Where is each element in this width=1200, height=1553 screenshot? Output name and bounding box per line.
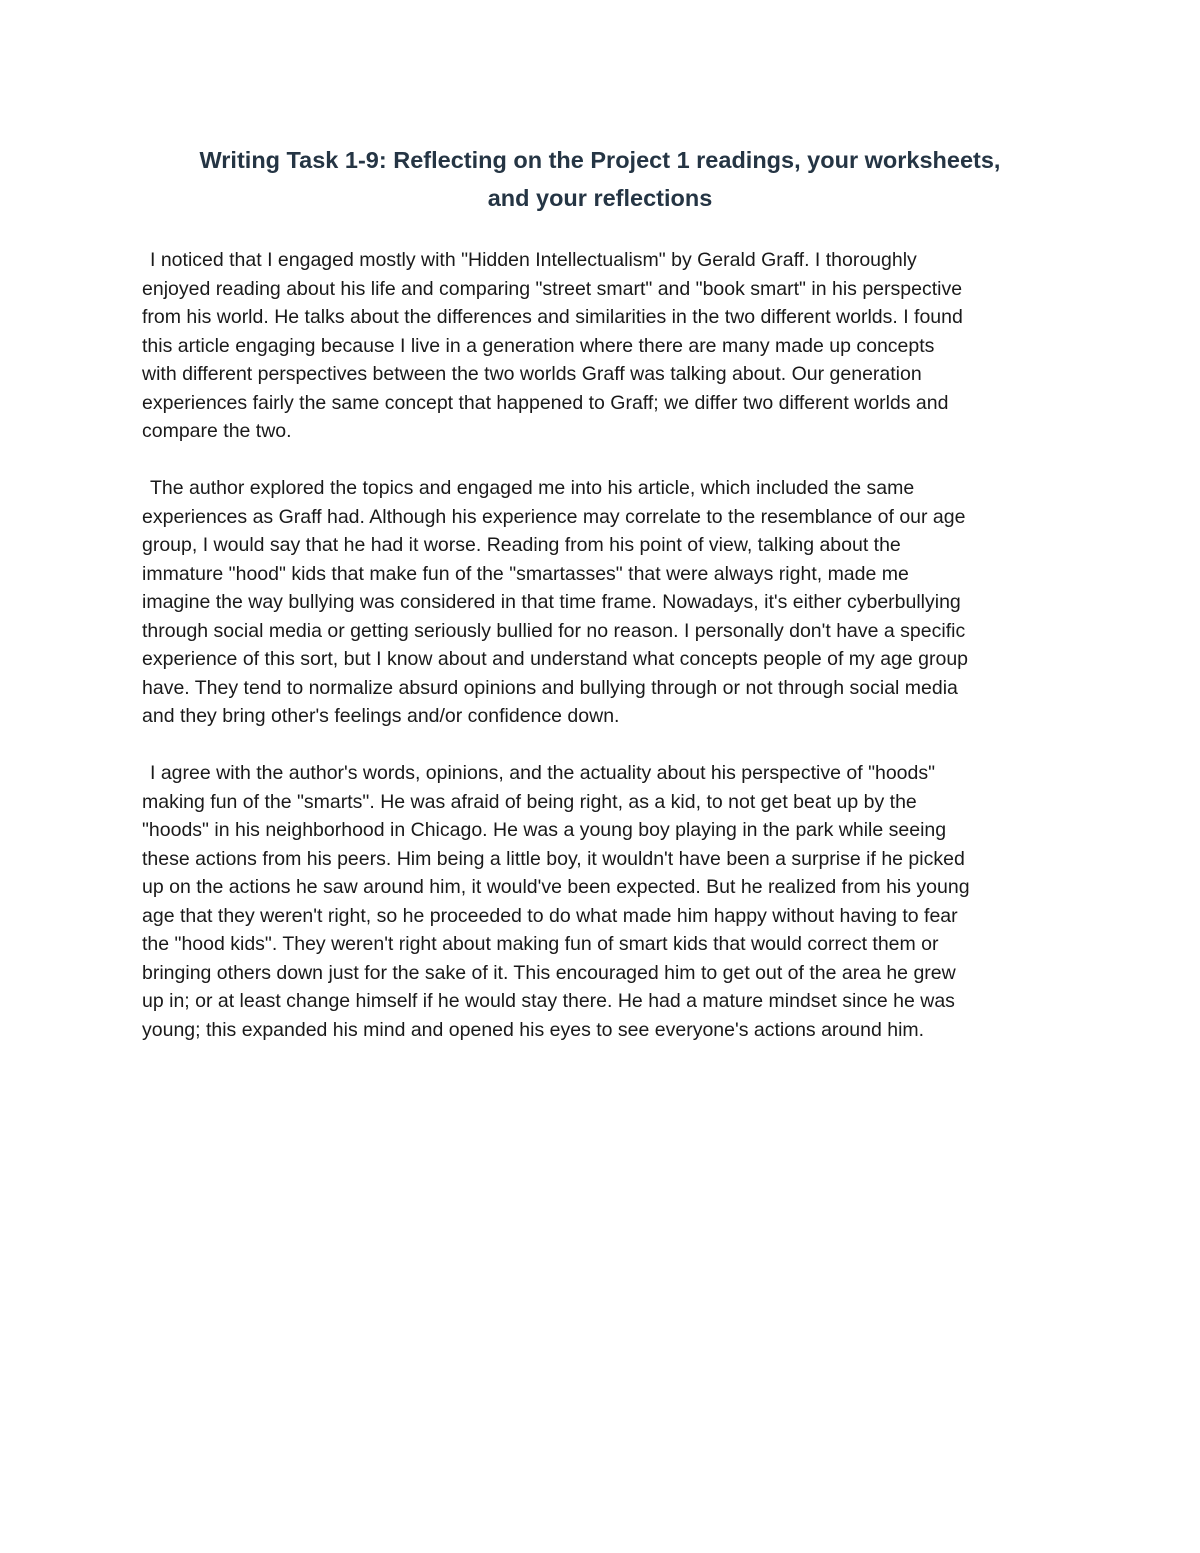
text-line: the "hood kids". They weren't right about making fun of smart kids that would correct them or	[142, 933, 939, 955]
text-line: The author explored the topics and engaged me into his article, which included the same	[150, 477, 915, 499]
text-line: these actions from his peers. Him being a little boy, it wouldn't have been a surprise if he picked	[142, 847, 965, 870]
text-line: and they bring other's feelings and/or confidence down.	[142, 705, 620, 727]
text-line: experiences fairly the same concept that happened to Graff; we differ two different worlds and	[142, 391, 949, 414]
text-line: experience of this sort, but I know about and understand what concepts people of my age group	[142, 648, 969, 670]
text-line: experiences as Graff had. Although his experience may correlate to the resemblance of our age	[142, 505, 966, 528]
text-line: age that they weren't right, so he proceeded to do what made him happy without having to fear	[142, 904, 958, 927]
text-line: up on the actions he saw around him, it would've been expected. But he realized from his young	[142, 876, 970, 898]
text-line: compare the two.	[142, 420, 292, 442]
text-line: making fun of the "smarts". He was afraid of being right, as a kid, to not get beat up by the	[142, 790, 917, 813]
text-line: immature "hood" kids that make fun of the "smartasses" that were always right, made me	[142, 562, 909, 585]
title-line: and your reflections	[487, 185, 713, 211]
document-body	[142, 246, 1072, 1073]
text-line: up in; or at least change himself if he would stay there. He had a mature mindset since he was	[142, 990, 955, 1012]
text-line: from his world. He talks about the differences and similarities in the two different worlds. I found	[142, 306, 963, 328]
text-line: I agree with the author's words, opinions, and the actuality about his perspective of "hoods"	[150, 762, 936, 784]
text-line: with different perspectives between the two worlds Graff was talking about. Our generation	[142, 363, 922, 385]
text-line: young; this expanded his mind and opened his eyes to see everyone's actions around him.	[142, 1018, 925, 1041]
text-line: I noticed that I engaged mostly with "Hidden Intellectualism" by Gerald Graff. I thoroughly	[150, 249, 917, 271]
text-line: enjoyed reading about his life and comparing "street smart" and "book smart" in his perspective	[142, 277, 963, 300]
text-line: through social media or getting seriously bullied for no reason. I personally don't have a specific	[142, 619, 966, 642]
paragraph-3	[142, 759, 1072, 1044]
text-line: have. They tend to normalize absurd opinions and bullying through or not through social media	[142, 676, 958, 699]
text-line: imagine the way bullying was considered in that time frame. Nowadays, it's either cyberbullying	[142, 591, 961, 613]
text-line: "hoods" in his neighborhood in Chicago. He was a young boy playing in the park while seeing	[142, 819, 947, 841]
title-line: Writing Task 1-9: Reflecting on the Project 1 readings, your worksheets,	[199, 147, 1001, 173]
paragraph-2	[142, 474, 1072, 731]
text-line: this article engaging because I live in a generation where there are many made up concepts	[142, 334, 935, 357]
text-line: bringing others down just for the sake of it. This encouraged him to get out of the area he grew	[142, 961, 956, 984]
document-title	[130, 141, 1070, 217]
text-line: group, I would say that he had it worse. Reading from his point of view, talking about the	[142, 534, 901, 556]
paragraph-1	[142, 246, 1072, 446]
